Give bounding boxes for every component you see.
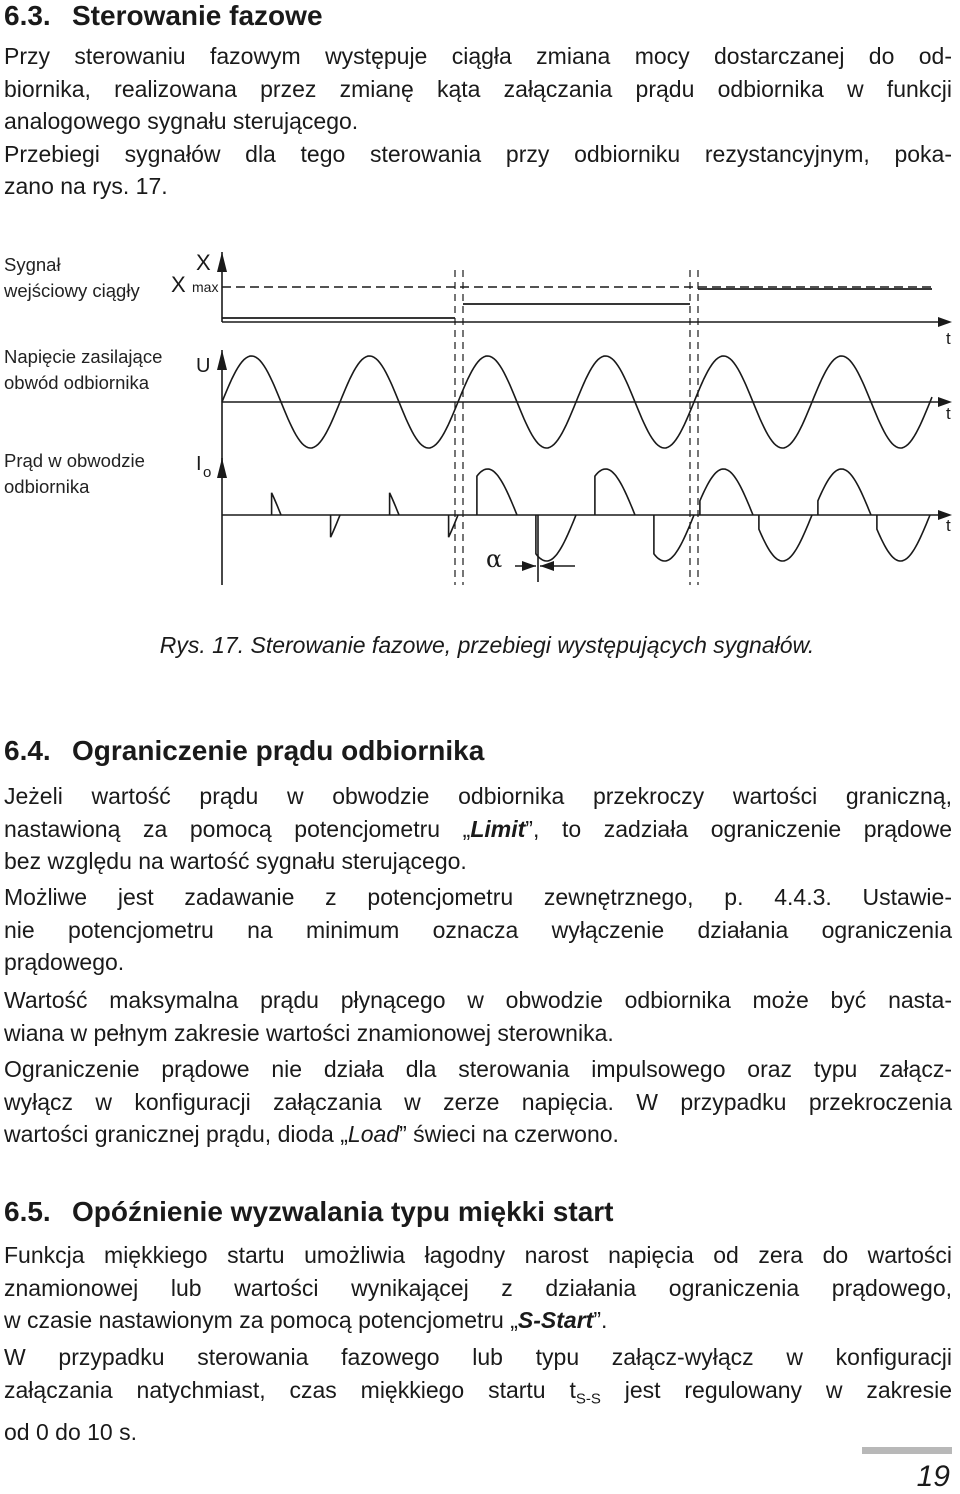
text-run: nastawioną za pomocą potencjometru „ (4, 815, 471, 842)
load-current-pulse (700, 469, 753, 515)
alpha-arrow-icon (540, 561, 554, 571)
text-line: od 0 do 10 s. (4, 1418, 137, 1445)
text-line: Przebiegi sygnałów dla tego sterowania przy odbiorniku rezystancyjnym, poka- (4, 140, 952, 167)
text-line: W przypadku sterowania fazowego lub typu załącz-wyłącz w konfiguracji (4, 1344, 952, 1370)
text-line: nie potencjometru na minimum oznacza wyłączenie działania ograniczenia (4, 916, 952, 943)
section-title: Sterowanie fazowe (72, 0, 323, 31)
label-line: odbiornika (4, 476, 90, 497)
axis-xmax-subscript: max (192, 279, 219, 295)
t-label-current: t (946, 516, 951, 535)
t-label-input: t (946, 329, 951, 348)
text-run: ” świeci na czerwono. (399, 1121, 619, 1147)
axis-u-label: U (196, 355, 211, 377)
load-current-pulse (390, 493, 399, 515)
text-line (4, 1118, 952, 1151)
input-y-arrow-icon (217, 252, 227, 272)
figure-caption: Rys. 17. Sterowanie fazowe, przebiegi występujących sygnałów. (159, 632, 815, 658)
axis-xmax-label: X (171, 272, 186, 297)
section-number: 6.3. (4, 0, 51, 31)
section-heading-6-5 (4, 1196, 614, 1228)
text-line (4, 813, 952, 846)
load-current-pulse (818, 469, 871, 515)
text-line (4, 1374, 952, 1416)
input-t-arrow-icon (938, 317, 952, 327)
label-line: Napięcie zasilające (4, 346, 163, 367)
load-current-pulse (331, 515, 340, 537)
load-current-pulse (595, 469, 635, 515)
load-current-pulse (272, 493, 281, 515)
label-line: Sygnał (4, 254, 61, 275)
section-number: 6.4. (4, 735, 51, 766)
load-current-pulse (536, 515, 576, 561)
text-line: Funkcja miękkiego startu umożliwia łagodny narost napięcia od zera do wartości (4, 1242, 952, 1268)
alpha-arrow-icon (522, 561, 536, 571)
paragraph-6-4-4 (4, 1053, 952, 1151)
text-line: Przy sterowaniu fazowym występuje ciągła zmiana mocy dostarczanej do od- (4, 43, 952, 69)
text-run: załączania natychmiast, czas miękkiego startu t (4, 1376, 576, 1403)
text-run: w czasie nastawionym za pomocą potencjometru „ (4, 1307, 518, 1333)
text-line: Jeżeli wartość prądu w obwodzie odbiornika przekroczy wartości graniczną, (4, 783, 952, 809)
text-line: prądowego. (4, 949, 125, 975)
alpha-label: α (486, 545, 503, 573)
label-line: Prąd w obwodzie (4, 450, 145, 471)
t-label-voltage: t (946, 404, 951, 423)
load-current-pulse (449, 515, 458, 537)
load-current-pulse (654, 515, 694, 561)
page-number: 19 (916, 1460, 950, 1493)
axis-i-label: I (196, 453, 202, 475)
load-current-pulse (877, 515, 930, 561)
potentiometer-name-limit: Limit (470, 815, 526, 842)
text-line: wyłącz w konfiguracji załączania w zerze napięcia. W przypadku przekroczenia (4, 1088, 952, 1115)
text-line: biornika, realizowana przez zmianę kąta załączania prądu odbiornika w funkcji (4, 75, 952, 102)
text-line (4, 1304, 952, 1337)
text-line: wiana w pełnym zakresie wartości znamionowej sterownika. (4, 1019, 614, 1046)
paragraph-6-4-3 (4, 984, 952, 1049)
potentiometer-name-s-start: S-Start (517, 1307, 594, 1333)
text-run: jest regulowany w zakresie (600, 1376, 953, 1403)
paragraph-6-5-2 (4, 1341, 952, 1448)
section-title: Ograniczenie prądu odbiornika (72, 735, 485, 766)
paragraph-6-4-2 (4, 881, 952, 979)
text-line: Wartość maksymalna prądu płynącego w obwodzie odbiornika może być nasta- (4, 987, 952, 1013)
text-run: ”, to zadziała ograniczenie prądowe (525, 815, 952, 842)
text-line: Ograniczenie prądowe nie działa dla sterowania impulsowego oraz typu załącz- (4, 1056, 952, 1082)
label-line: wejściowy ciągły (4, 280, 140, 301)
text-line: Możliwe jest zadawanie z potencjometru zewnętrznego, p. 4.4.3. Ustawie- (4, 884, 952, 910)
load-current-pulse (477, 469, 517, 515)
label-line: obwód odbiornika (4, 372, 150, 393)
voltage-y-arrow-icon (217, 350, 227, 370)
load-current-pulse (759, 515, 812, 561)
text-line: bez względu na wartość sygnału sterującego. (4, 848, 467, 874)
diode-name-load: Load (347, 1121, 400, 1147)
text-line: znamionowej lub wartości wynikającej z działania ograniczenia prądowego, (4, 1274, 952, 1301)
paragraph-6-5-1 (4, 1239, 952, 1337)
text-line: analogowego sygnału sterującego. (4, 108, 359, 134)
paragraph-6-4-1 (4, 780, 952, 878)
text-line: zano na rys. 17. (4, 173, 168, 199)
current-y-arrow-icon (217, 458, 227, 478)
axis-x-label: X (196, 250, 211, 275)
subscript-s-s: S-S (575, 1390, 601, 1408)
section-number: 6.5. (4, 1196, 51, 1227)
axis-i-subscript: o (203, 464, 212, 481)
page-number-bar (862, 1447, 952, 1454)
text-run: wartości granicznej prądu, dioda „ (4, 1121, 348, 1147)
section-title: Opóźnienie wyzwalania typu miękki start (72, 1196, 614, 1227)
section-heading-6-4 (4, 735, 484, 767)
text-run: ”. (593, 1307, 608, 1333)
